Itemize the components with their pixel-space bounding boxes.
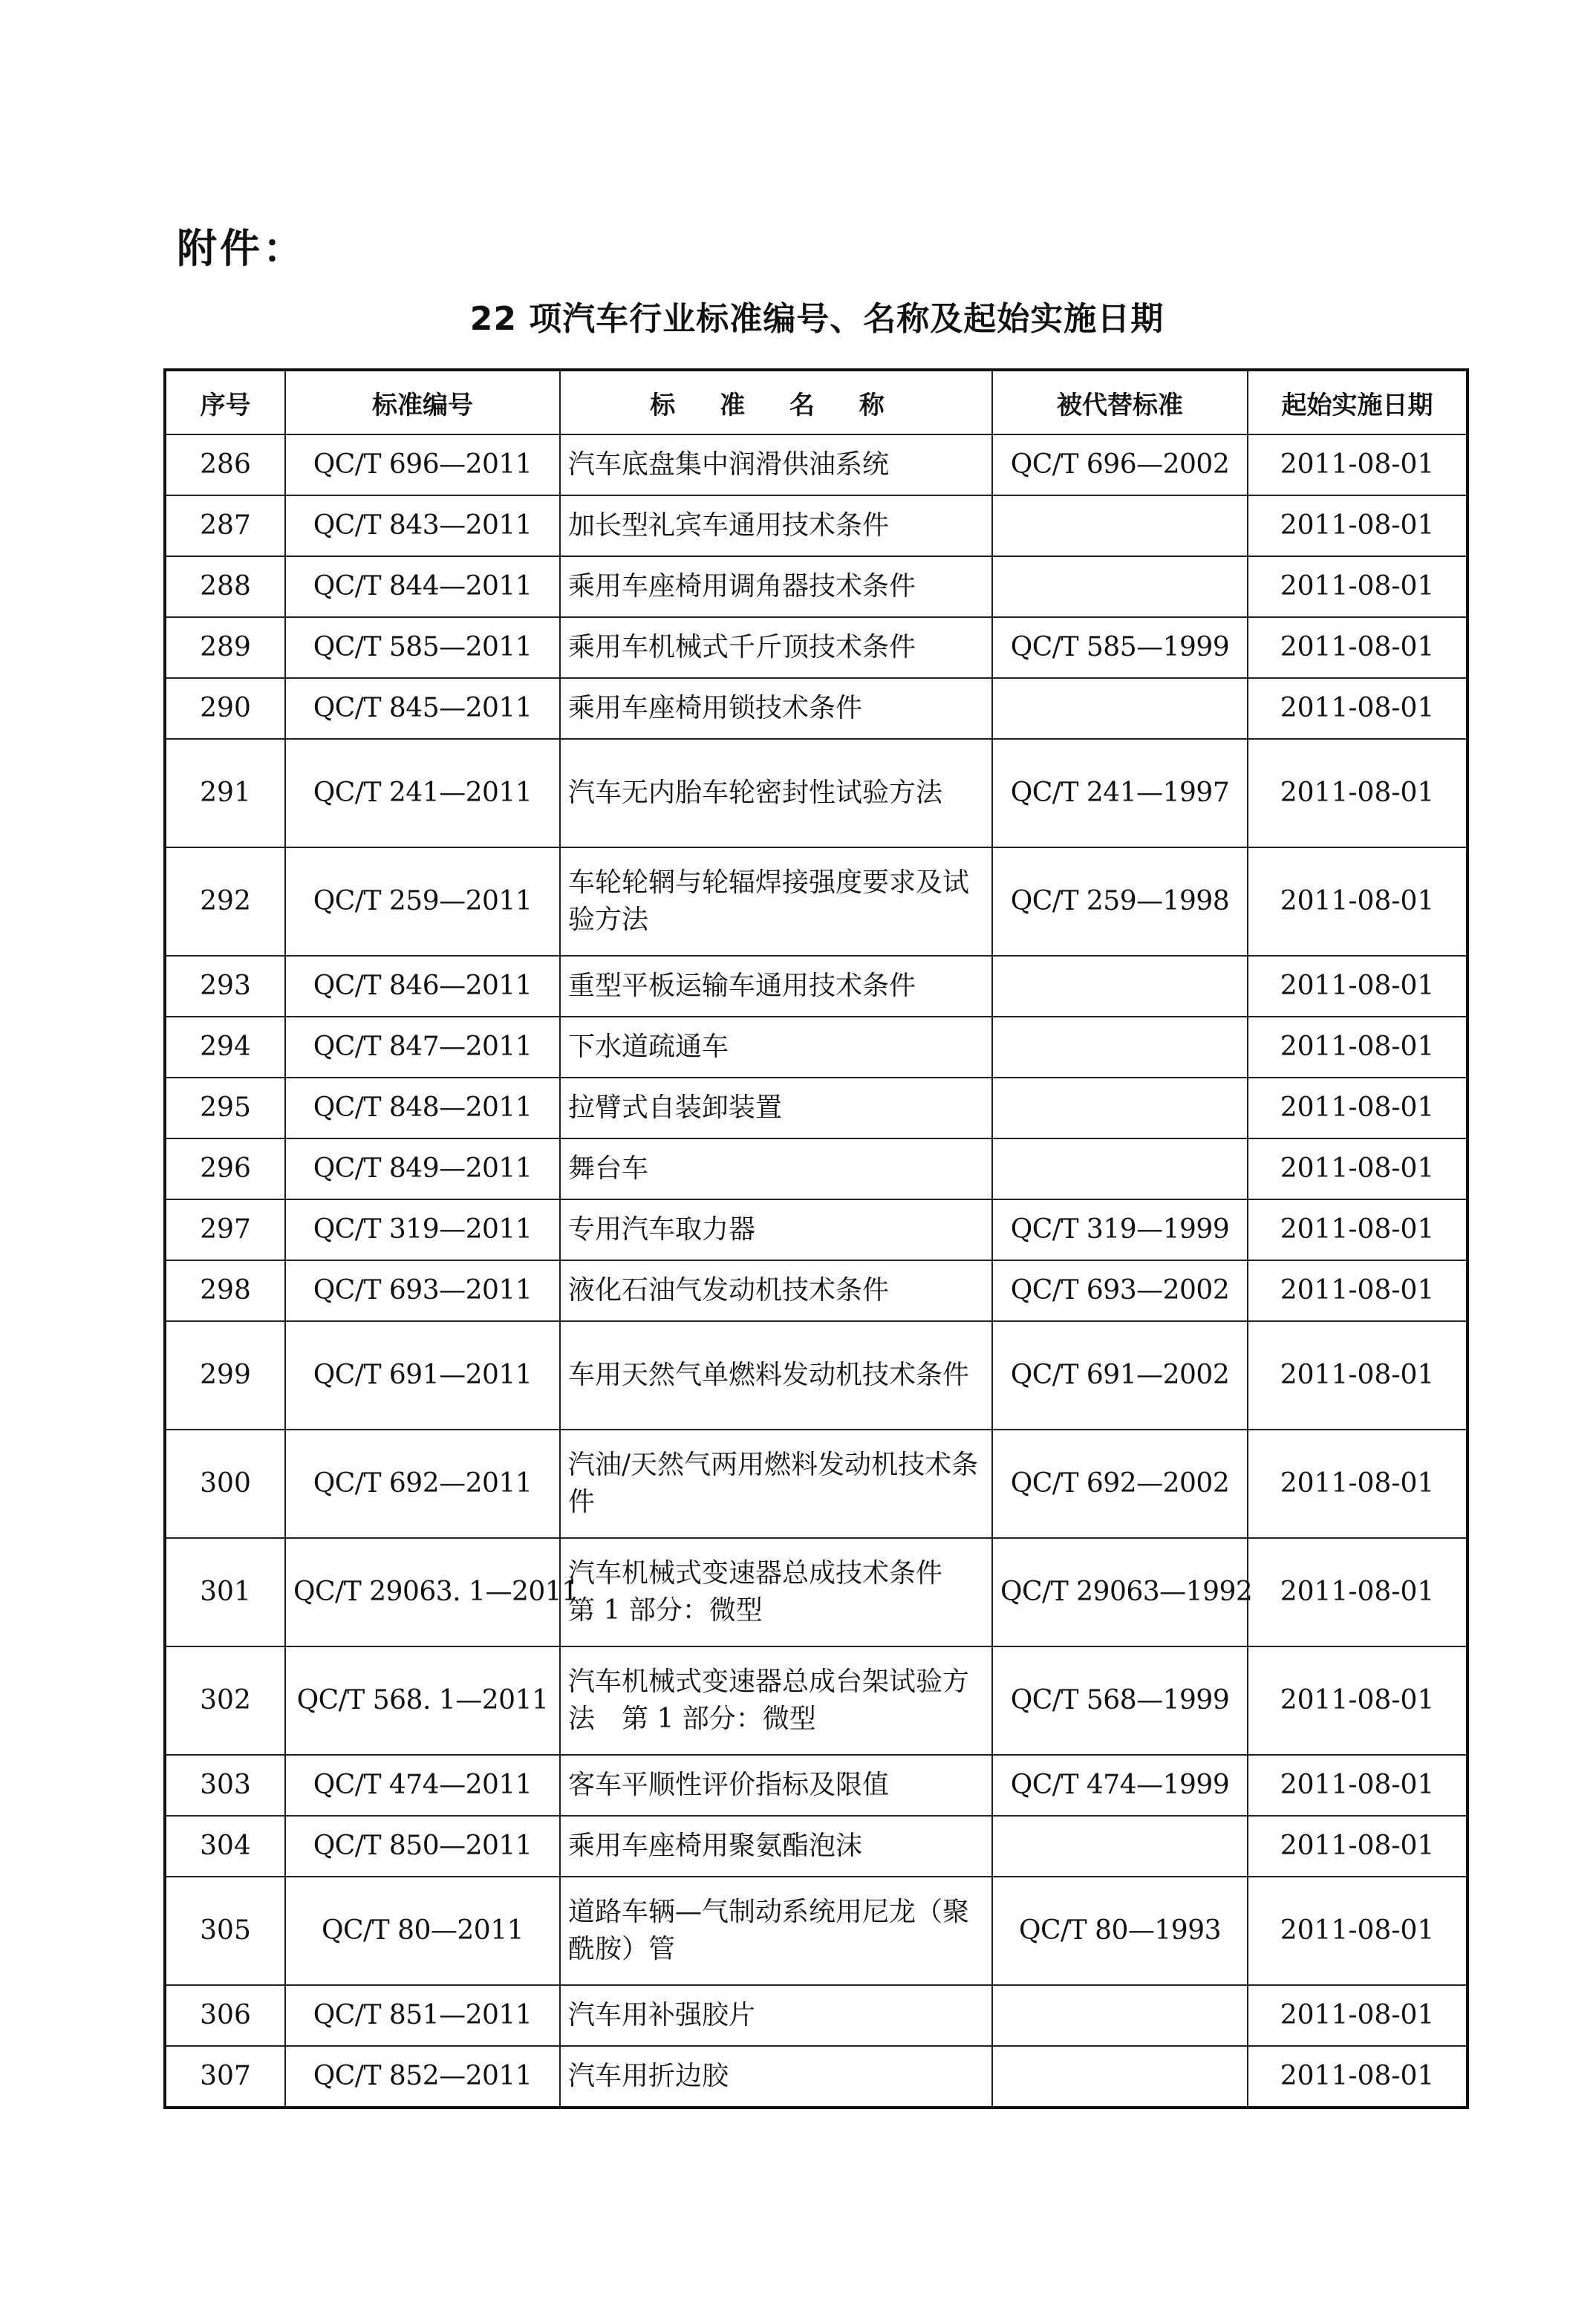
table-row (165, 1538, 1468, 1646)
cell-standard-name: 拉臂式自装卸装置 (560, 1078, 992, 1138)
table-row (165, 956, 1468, 1017)
cell-seq: 301 (165, 1538, 285, 1646)
cell-standard-code: QC/T 259—2011 (285, 847, 560, 956)
cell-replaced-standard: QC/T 29063—1992 (992, 1538, 1248, 1646)
cell-standard-name: 汽车用折边胶 (560, 2046, 992, 2108)
cell-standard-name: 专用汽车取力器 (560, 1199, 992, 1260)
cell-standard-name: 汽车用补强胶片 (560, 1985, 992, 2046)
cell-start-date: 2011-08-01 (1248, 847, 1468, 956)
table-row (165, 1078, 1468, 1138)
header-date: 起始实施日期 (1248, 370, 1468, 434)
cell-replaced-standard (992, 956, 1248, 1017)
standards-table (163, 368, 1469, 2109)
cell-standard-name: 乘用车座椅用聚氨酯泡沫 (560, 1816, 992, 1877)
cell-seq: 291 (165, 739, 285, 847)
cell-replaced-standard (992, 1816, 1248, 1877)
cell-seq: 286 (165, 434, 285, 495)
cell-standard-name: 汽油/天然气两用燃料发动机技术条件 (560, 1430, 992, 1538)
table-row (165, 617, 1468, 678)
cell-standard-name: 乘用车机械式千斤顶技术条件 (560, 617, 992, 678)
cell-start-date: 2011-08-01 (1248, 678, 1468, 739)
table-row (165, 556, 1468, 617)
table-row (165, 847, 1468, 956)
cell-seq: 305 (165, 1877, 285, 1985)
cell-standard-name: 车用天然气单燃料发动机技术条件 (560, 1321, 992, 1430)
cell-standard-code: QC/T 80—2011 (285, 1877, 560, 1985)
cell-seq: 298 (165, 1260, 285, 1321)
cell-standard-code: QC/T 850—2011 (285, 1816, 560, 1877)
cell-standard-name: 汽车机械式变速器总成台架试验方法 第 1 部分：微型 (560, 1646, 992, 1755)
table-row (165, 1199, 1468, 1260)
document-title: 22 项汽车行业标准编号、名称及起始实施日期 (469, 300, 1165, 338)
cell-replaced-standard: QC/T 693—2002 (992, 1260, 1248, 1321)
cell-replaced-standard (992, 678, 1248, 739)
cell-start-date: 2011-08-01 (1248, 1816, 1468, 1877)
cell-standard-code: QC/T 693—2011 (285, 1260, 560, 1321)
cell-standard-code: QC/T 691—2011 (285, 1321, 560, 1430)
cell-standard-name: 乘用车座椅用锁技术条件 (560, 678, 992, 739)
cell-seq: 304 (165, 1816, 285, 1877)
cell-replaced-standard (992, 1138, 1248, 1199)
table-row (165, 1755, 1468, 1816)
table-row (165, 1816, 1468, 1877)
cell-replaced-standard: QC/T 696—2002 (992, 434, 1248, 495)
cell-standard-name: 乘用车座椅用调角器技术条件 (560, 556, 992, 617)
cell-standard-name: 重型平板运输车通用技术条件 (560, 956, 992, 1017)
cell-standard-code: QC/T 319—2011 (285, 1199, 560, 1260)
cell-replaced-standard (992, 2046, 1248, 2108)
cell-start-date: 2011-08-01 (1248, 1199, 1468, 1260)
header-seq: 序号 (165, 370, 285, 434)
table-row (165, 1877, 1468, 1985)
cell-start-date: 2011-08-01 (1248, 1985, 1468, 2046)
cell-replaced-standard: QC/T 259—1998 (992, 847, 1248, 956)
cell-replaced-standard (992, 556, 1248, 617)
table-row (165, 1138, 1468, 1199)
cell-standard-name: 汽车无内胎车轮密封性试验方法 (560, 739, 992, 847)
cell-replaced-standard: QC/T 319—1999 (992, 1199, 1248, 1260)
attachment-label: 附件： (177, 225, 306, 272)
cell-standard-code: QC/T 241—2011 (285, 739, 560, 847)
table-row (165, 1260, 1468, 1321)
cell-seq: 295 (165, 1078, 285, 1138)
cell-seq: 302 (165, 1646, 285, 1755)
table-row (165, 2046, 1468, 2108)
cell-standard-name: 客车平顺性评价指标及限值 (560, 1755, 992, 1816)
cell-replaced-standard (992, 1017, 1248, 1078)
cell-seq: 292 (165, 847, 285, 956)
cell-standard-code: QC/T 852—2011 (285, 2046, 560, 2108)
header-replaced: 被代替标准 (992, 370, 1248, 434)
cell-start-date: 2011-08-01 (1248, 956, 1468, 1017)
cell-seq: 296 (165, 1138, 285, 1199)
cell-start-date: 2011-08-01 (1248, 1538, 1468, 1646)
cell-replaced-standard (992, 1985, 1248, 2046)
table-row (165, 1646, 1468, 1755)
cell-seq: 293 (165, 956, 285, 1017)
cell-standard-name: 汽车机械式变速器总成技术条件 第 1 部分：微型 (560, 1538, 992, 1646)
cell-seq: 288 (165, 556, 285, 617)
cell-standard-name: 液化石油气发动机技术条件 (560, 1260, 992, 1321)
cell-seq: 287 (165, 495, 285, 556)
table-body (165, 434, 1468, 2108)
cell-standard-code: QC/T 29063. 1—2011 (285, 1538, 560, 1646)
cell-standard-code: QC/T 849—2011 (285, 1138, 560, 1199)
cell-replaced-standard: QC/T 585—1999 (992, 617, 1248, 678)
cell-standard-name: 道路车辆—气制动系统用尼龙（聚酰胺）管 (560, 1877, 992, 1985)
cell-start-date: 2011-08-01 (1248, 1078, 1468, 1138)
header-code: 标准编号 (285, 370, 560, 434)
cell-start-date: 2011-08-01 (1248, 1017, 1468, 1078)
cell-replaced-standard: QC/T 241—1997 (992, 739, 1248, 847)
cell-start-date: 2011-08-01 (1248, 1755, 1468, 1816)
cell-seq: 300 (165, 1430, 285, 1538)
cell-standard-name: 加长型礼宾车通用技术条件 (560, 495, 992, 556)
cell-seq: 299 (165, 1321, 285, 1430)
cell-replaced-standard (992, 1078, 1248, 1138)
cell-standard-code: QC/T 568. 1—2011 (285, 1646, 560, 1755)
cell-standard-name: 舞台车 (560, 1138, 992, 1199)
cell-start-date: 2011-08-01 (1248, 1877, 1468, 1985)
cell-seq: 306 (165, 1985, 285, 2046)
cell-standard-code: QC/T 844—2011 (285, 556, 560, 617)
table-row (165, 1985, 1468, 2046)
cell-seq: 303 (165, 1755, 285, 1816)
cell-replaced-standard: QC/T 80—1993 (992, 1877, 1248, 1985)
table-row (165, 1430, 1468, 1538)
cell-replaced-standard: QC/T 474—1999 (992, 1755, 1248, 1816)
cell-start-date: 2011-08-01 (1248, 556, 1468, 617)
cell-start-date: 2011-08-01 (1248, 2046, 1468, 2108)
cell-seq: 307 (165, 2046, 285, 2108)
cell-standard-code: QC/T 585—2011 (285, 617, 560, 678)
cell-start-date: 2011-08-01 (1248, 617, 1468, 678)
table-row (165, 1017, 1468, 1078)
cell-start-date: 2011-08-01 (1248, 434, 1468, 495)
cell-standard-code: QC/T 848—2011 (285, 1078, 560, 1138)
cell-start-date: 2011-08-01 (1248, 1430, 1468, 1538)
cell-replaced-standard (992, 495, 1248, 556)
cell-standard-name: 下水道疏通车 (560, 1017, 992, 1078)
cell-start-date: 2011-08-01 (1248, 1321, 1468, 1430)
table-row (165, 434, 1468, 495)
cell-replaced-standard: QC/T 692—2002 (992, 1430, 1248, 1538)
cell-start-date: 2011-08-01 (1248, 1260, 1468, 1321)
table-row (165, 678, 1468, 739)
cell-seq: 289 (165, 617, 285, 678)
cell-standard-code: QC/T 843—2011 (285, 495, 560, 556)
cell-start-date: 2011-08-01 (1248, 1138, 1468, 1199)
table-row (165, 739, 1468, 847)
cell-standard-code: QC/T 474—2011 (285, 1755, 560, 1816)
cell-standard-code: QC/T 692—2011 (285, 1430, 560, 1538)
cell-replaced-standard: QC/T 691—2002 (992, 1321, 1248, 1430)
cell-start-date: 2011-08-01 (1248, 1646, 1468, 1755)
cell-standard-name: 车轮轮辋与轮辐焊接强度要求及试验方法 (560, 847, 992, 956)
cell-standard-name: 汽车底盘集中润滑供油系统 (560, 434, 992, 495)
table-header-row (165, 370, 1468, 434)
table-row (165, 495, 1468, 556)
cell-standard-code: QC/T 851—2011 (285, 1985, 560, 2046)
cell-standard-code: QC/T 847—2011 (285, 1017, 560, 1078)
cell-seq: 297 (165, 1199, 285, 1260)
cell-seq: 294 (165, 1017, 285, 1078)
cell-replaced-standard: QC/T 568—1999 (992, 1646, 1248, 1755)
cell-standard-code: QC/T 846—2011 (285, 956, 560, 1017)
cell-start-date: 2011-08-01 (1248, 495, 1468, 556)
cell-seq: 290 (165, 678, 285, 739)
cell-standard-code: QC/T 696—2011 (285, 434, 560, 495)
header-name: 标 准 名 称 (560, 370, 992, 434)
cell-start-date: 2011-08-01 (1248, 739, 1468, 847)
cell-standard-code: QC/T 845—2011 (285, 678, 560, 739)
table-row (165, 1321, 1468, 1430)
